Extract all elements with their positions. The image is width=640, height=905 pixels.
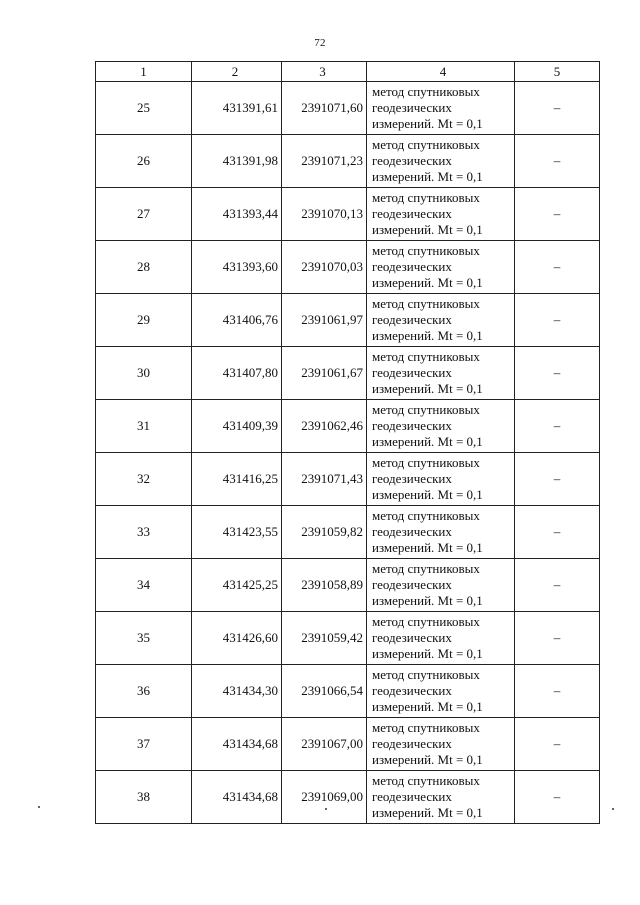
- method-line: измерений. Mt = 0,1: [372, 646, 483, 661]
- coord-y: 2391071,23: [282, 135, 367, 188]
- method-line: измерений. Mt = 0,1: [372, 805, 483, 820]
- method-line: метод спутниковых: [372, 773, 480, 788]
- empty-cell: –: [515, 665, 600, 718]
- method-line: измерений. Mt = 0,1: [372, 540, 483, 555]
- empty-cell: –: [515, 241, 600, 294]
- table-row: [96, 559, 600, 612]
- table-row: [96, 400, 600, 453]
- table-row: [96, 135, 600, 188]
- coord-x: 431426,60: [192, 612, 282, 665]
- method-line: измерений. Mt = 0,1: [372, 169, 483, 184]
- table-row: [96, 294, 600, 347]
- scan-speck: [38, 806, 40, 808]
- table-header-row: [96, 62, 600, 82]
- coord-x: 431391,61: [192, 82, 282, 135]
- table-row: [96, 347, 600, 400]
- method-line: геодезических: [372, 577, 452, 592]
- point-number: 29: [96, 294, 192, 347]
- empty-cell: –: [515, 612, 600, 665]
- method-line: метод спутниковых: [372, 561, 480, 576]
- empty-cell: –: [515, 347, 600, 400]
- point-number: 31: [96, 400, 192, 453]
- coord-x: 431393,60: [192, 241, 282, 294]
- method-line: геодезических: [372, 418, 452, 433]
- empty-cell: –: [515, 400, 600, 453]
- header-col-4: 4: [367, 62, 515, 82]
- coord-y: 2391059,42: [282, 612, 367, 665]
- coord-y: 2391061,97: [282, 294, 367, 347]
- method-line: измерений. Mt = 0,1: [372, 434, 483, 449]
- coord-y: 2391071,43: [282, 453, 367, 506]
- coord-x: 431409,39: [192, 400, 282, 453]
- method-line: метод спутниковых: [372, 455, 480, 470]
- coordinates-table: [95, 61, 600, 824]
- empty-cell: –: [515, 453, 600, 506]
- method-line: геодезических: [372, 471, 452, 486]
- point-number: 26: [96, 135, 192, 188]
- method-line: геодезических: [372, 206, 452, 221]
- method-line: метод спутниковых: [372, 402, 480, 417]
- coord-y: 2391058,89: [282, 559, 367, 612]
- point-number: 34: [96, 559, 192, 612]
- method-cell: [367, 453, 515, 506]
- method-line: измерений. Mt = 0,1: [372, 487, 483, 502]
- method-cell: [367, 241, 515, 294]
- method-line: измерений. Mt = 0,1: [372, 275, 483, 290]
- coord-x: 431407,80: [192, 347, 282, 400]
- method-line: геодезических: [372, 312, 452, 327]
- method-cell: [367, 665, 515, 718]
- method-cell: [367, 771, 515, 824]
- header-col-2: 2: [192, 62, 282, 82]
- coord-y: 2391071,60: [282, 82, 367, 135]
- empty-cell: –: [515, 294, 600, 347]
- method-cell: [367, 718, 515, 771]
- table-row: [96, 241, 600, 294]
- scan-speck: [612, 808, 614, 810]
- coord-x: 431416,25: [192, 453, 282, 506]
- method-line: геодезических: [372, 153, 452, 168]
- point-number: 32: [96, 453, 192, 506]
- table-row: [96, 718, 600, 771]
- empty-cell: –: [515, 771, 600, 824]
- method-line: метод спутниковых: [372, 667, 480, 682]
- coord-x: 431423,55: [192, 506, 282, 559]
- method-line: измерений. Mt = 0,1: [372, 752, 483, 767]
- method-cell: [367, 294, 515, 347]
- empty-cell: –: [515, 188, 600, 241]
- coord-x: 431393,44: [192, 188, 282, 241]
- method-line: геодезических: [372, 100, 452, 115]
- empty-cell: –: [515, 559, 600, 612]
- coord-y: 2391061,67: [282, 347, 367, 400]
- method-line: геодезических: [372, 365, 452, 380]
- table-row: [96, 665, 600, 718]
- method-line: геодезических: [372, 789, 452, 804]
- point-number: 35: [96, 612, 192, 665]
- point-number: 25: [96, 82, 192, 135]
- coord-y: 2391069,00: [282, 771, 367, 824]
- method-line: метод спутниковых: [372, 190, 480, 205]
- method-line: измерений. Mt = 0,1: [372, 222, 483, 237]
- coord-x: 431434,30: [192, 665, 282, 718]
- method-cell: [367, 188, 515, 241]
- coord-x: 431406,76: [192, 294, 282, 347]
- empty-cell: –: [515, 135, 600, 188]
- method-line: метод спутниковых: [372, 84, 480, 99]
- point-number: 37: [96, 718, 192, 771]
- point-number: 38: [96, 771, 192, 824]
- method-line: измерений. Mt = 0,1: [372, 116, 483, 131]
- method-line: измерений. Mt = 0,1: [372, 699, 483, 714]
- method-line: геодезических: [372, 736, 452, 751]
- table-row: [96, 612, 600, 665]
- point-number: 27: [96, 188, 192, 241]
- method-cell: [367, 347, 515, 400]
- coord-y: 2391070,03: [282, 241, 367, 294]
- coord-x: 431425,25: [192, 559, 282, 612]
- scan-speck: [325, 808, 327, 810]
- header-col-1: 1: [96, 62, 192, 82]
- method-line: геодезических: [372, 259, 452, 274]
- method-cell: [367, 506, 515, 559]
- coord-x: 431434,68: [192, 771, 282, 824]
- point-number: 33: [96, 506, 192, 559]
- table-row: [96, 453, 600, 506]
- point-number: 28: [96, 241, 192, 294]
- table-row: [96, 506, 600, 559]
- method-cell: [367, 400, 515, 453]
- method-line: метод спутниковых: [372, 137, 480, 152]
- method-cell: [367, 612, 515, 665]
- coord-x: 431391,98: [192, 135, 282, 188]
- method-line: измерений. Mt = 0,1: [372, 593, 483, 608]
- coord-x: 431434,68: [192, 718, 282, 771]
- coord-y: 2391059,82: [282, 506, 367, 559]
- table-row: [96, 771, 600, 824]
- coord-y: 2391067,00: [282, 718, 367, 771]
- method-cell: [367, 82, 515, 135]
- table-body: [96, 82, 600, 824]
- table-row: [96, 188, 600, 241]
- method-line: метод спутниковых: [372, 349, 480, 364]
- empty-cell: –: [515, 82, 600, 135]
- coord-y: 2391070,13: [282, 188, 367, 241]
- header-col-3: 3: [282, 62, 367, 82]
- method-line: геодезических: [372, 524, 452, 539]
- method-line: метод спутниковых: [372, 508, 480, 523]
- point-number: 30: [96, 347, 192, 400]
- header-col-5: 5: [515, 62, 600, 82]
- point-number: 36: [96, 665, 192, 718]
- page-number: 72: [314, 37, 326, 49]
- method-cell: [367, 135, 515, 188]
- empty-cell: –: [515, 718, 600, 771]
- method-line: геодезических: [372, 630, 452, 645]
- method-line: метод спутниковых: [372, 243, 480, 258]
- method-line: измерений. Mt = 0,1: [372, 328, 483, 343]
- method-line: метод спутниковых: [372, 296, 480, 311]
- coord-y: 2391062,46: [282, 400, 367, 453]
- method-line: метод спутниковых: [372, 720, 480, 735]
- empty-cell: –: [515, 506, 600, 559]
- method-line: метод спутниковых: [372, 614, 480, 629]
- method-cell: [367, 559, 515, 612]
- method-line: измерений. Mt = 0,1: [372, 381, 483, 396]
- method-line: геодезических: [372, 683, 452, 698]
- coord-y: 2391066,54: [282, 665, 367, 718]
- table-row: [96, 82, 600, 135]
